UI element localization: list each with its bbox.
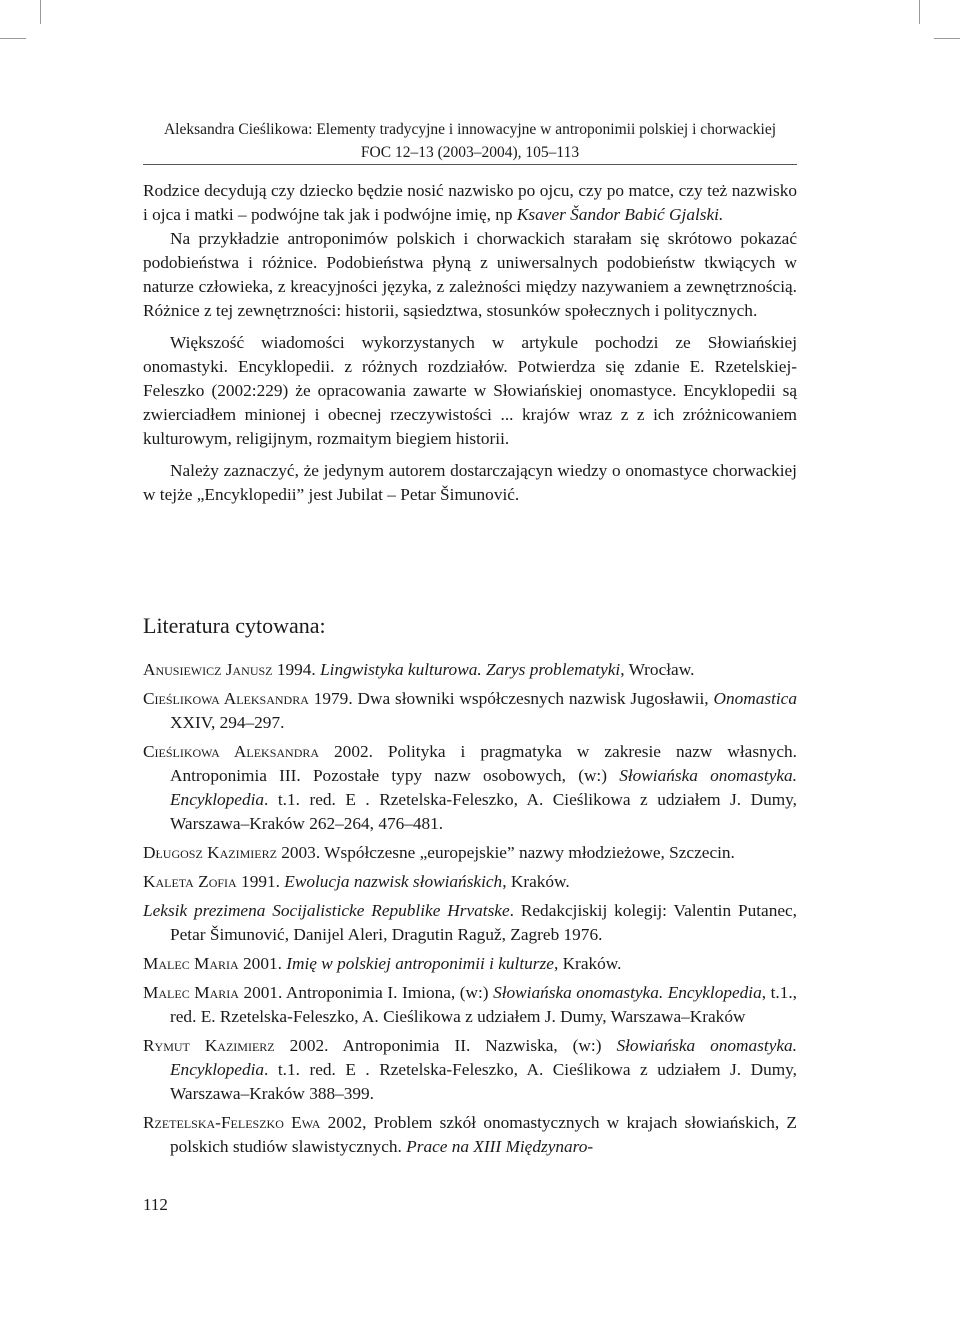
entry-text: Współczesne „europejskie” nazwy młodzieżowe, Szczecin.	[324, 843, 735, 862]
entry-text: , Kraków.	[553, 954, 622, 973]
paragraph: Rodzice decydują czy dziecko będzie nosić nazwisko po ojcu, czy po matce, czy też nazwisko i ojca i matki – podwójne tak jak i podwójne imię, np Ksaver Šandor Babić Gjalski.	[143, 181, 797, 224]
example-name: Ksaver Šandor Babić Gjalski.	[516, 205, 724, 224]
bibliography-entry	[143, 658, 797, 682]
bibliography-entry	[143, 1111, 797, 1159]
entry-year: 2002.	[319, 742, 388, 761]
paragraph: Należy zaznaczyć, że jedynym autorem dostarczającyn wiedzy o onomastyce chorwackiej w tejże „Encyklopedii” jest Jubilat – Petar Šimunović.	[143, 461, 797, 504]
entry-title: Słowiańska onomastyka. Encyklopedia	[170, 1036, 798, 1079]
bibliography-entry	[143, 899, 797, 947]
entry-text: Problem szkół onomastycznych w krajach słowiańskich, Z polskich studiów slawistycznych.	[170, 1113, 797, 1156]
entry-text: Polityka i pragmatyka w zakresie nazw własnych. Antroponimia III. Pozostałe typy nazw osobowych, (w:)	[170, 742, 797, 785]
bibliography-entry	[143, 687, 797, 735]
entry-text: Antroponimia I. Imiona, (w:)	[285, 983, 494, 1002]
crop-mark	[919, 0, 920, 24]
bibliography-entry	[143, 841, 797, 865]
entry-year: 1994.	[272, 660, 321, 679]
bibliography-entry	[143, 740, 797, 836]
literature-heading: Literatura cytowana:	[143, 613, 326, 638]
entry-author: Rymut Kazimierz	[143, 1036, 275, 1055]
page-number: 112	[143, 1195, 168, 1214]
bibliography-entry	[143, 1034, 797, 1106]
bibliography-entry	[143, 870, 797, 894]
entry-text: . t.1. red. E . Rzetelska-Feleszko, A. Cieślikowa z udziałem J. Dumy, Warszawa–Kraków 262–264, 476–481.	[170, 790, 797, 833]
entry-title: Lingwistyka kulturowa. Zarys problematyki	[320, 660, 621, 679]
body-text	[143, 179, 797, 507]
entry-author: Cieślikowa Aleksandra	[143, 689, 309, 708]
entry-year: 2003.	[276, 843, 325, 862]
entry-author: Malec Maria	[143, 983, 239, 1002]
header-rule	[143, 164, 797, 165]
entry-text: . t.1. red. E . Rzetelska-Feleszko, A. Cieślikowa z udziałem J. Dumy, Warszawa–Kraków 388–399.	[170, 1060, 797, 1103]
header-citation: FOC 12–13 (2003–2004), 105–113	[360, 144, 580, 161]
entry-year: 2001.	[238, 983, 286, 1002]
bibliography-entry	[143, 981, 797, 1029]
entry-title: Prace na XIII Międzynaro-	[406, 1137, 594, 1156]
entry-title: Słowiańska onomastyka. Encyklopedia	[170, 766, 798, 809]
entry-author: Cieślikowa Aleksandra	[143, 742, 320, 761]
crop-mark	[934, 38, 960, 39]
entry-author: Długosz Kazimierz	[143, 843, 277, 862]
entry-author: Malec Maria	[143, 954, 239, 973]
entry-title: Leksik prezimena Socijalisticke Republike Hrvatske	[143, 901, 510, 920]
bibliography-entry	[143, 952, 797, 976]
entry-title: Ewolucja nazwisk słowiańskich	[284, 872, 503, 891]
entry-author: Rzetelska-Feleszko Ewa	[143, 1113, 321, 1132]
entry-title: Słowiańska onomastyka. Encyklopedia	[493, 983, 762, 1002]
paragraph: Na przykładzie antroponimów polskich i chorwackich starałam się skrótowo pokazać podobieństwa i różnice. Podobieństwa płyną z uniwersalnych podobieństw tkwiących w naturze człowieka, z kreacyjności języka, z zależności między nazywaniem a zewnętrznością. Różnice z tej zewnętrzności: historii, sąsiedztwa, stosunków społecznych i politycznych.	[143, 229, 797, 320]
crop-mark	[0, 38, 26, 39]
entry-year: 2002,	[320, 1113, 374, 1132]
header-title: Aleksandra Cieślikowa: Elementy tradycyjne i innowacyjne w antroponimii polskiej i chorwackiej	[163, 121, 777, 138]
entry-year: 1979.	[308, 689, 358, 708]
entry-title: Onomastica	[713, 689, 797, 708]
entry-text: . Redakcjiskij kolegij: Valentin Putanec, Petar Šimunović, Danijel Aleri, Dragutin Raguž, Zagreb 1976.	[170, 901, 797, 944]
entry-text: , Wrocław.	[620, 660, 695, 679]
running-header	[143, 118, 797, 164]
entry-author: Anusiewicz Janusz	[143, 660, 273, 679]
paragraph: Większość wiadomości wykorzystanych w artykule pochodzi ze Słowiańskiej onomastyki. Encyklopedii. z różnych rozdziałów. Potwierdza się zdanie E. Rzetelskiej-Feleszko (2002:229) że opracowania zawarte w Słowiańskiej onomastyce. Encyklopedii są zwierciadłem minionej i obecnej rzeczywistości ... krajów wraz z z ich zróżnicowaniem kulturowym, religijnym, rozmaitym biegiem historii.	[143, 333, 797, 448]
entry-text: , t.1., red. E. Rzetelska-Feleszko, A. Cieślikowa z udziałem J. Dumy, Warszawa–Kraków	[170, 983, 797, 1026]
entry-year: 2002.	[274, 1036, 343, 1055]
entry-text: Dwa słowniki współczesnych nazwisk Jugosławii,	[357, 689, 714, 708]
entry-title: Imię w polskiej antroponimii i kulturze	[286, 954, 554, 973]
bibliography	[143, 658, 797, 1164]
entry-text: , Kraków.	[502, 872, 570, 891]
entry-year: 2001.	[238, 954, 287, 973]
entry-author: Kaleta Zofia	[143, 872, 237, 891]
entry-year: 1991.	[236, 872, 285, 891]
entry-text: Antroponimia II. Nazwiska, (w:)	[342, 1036, 617, 1055]
crop-mark	[40, 0, 41, 24]
entry-text: XXIV, 294–297.	[170, 713, 285, 732]
